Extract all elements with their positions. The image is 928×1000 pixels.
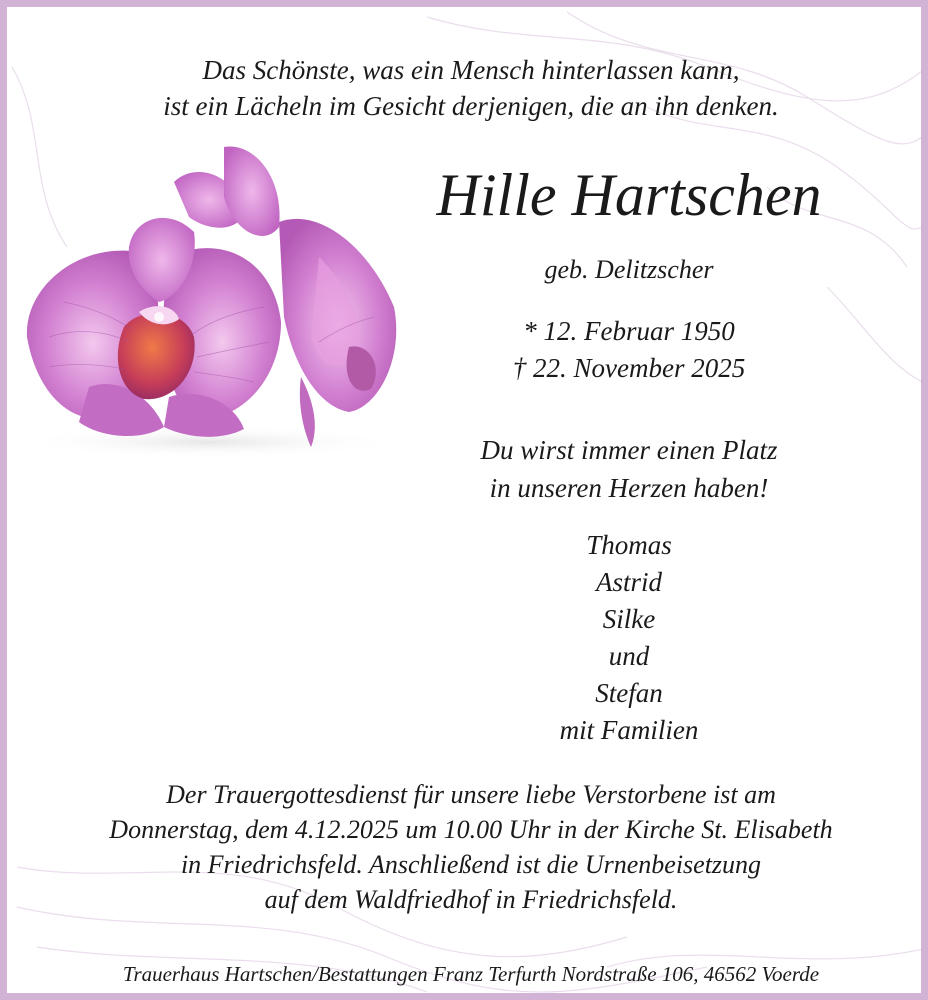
quote-line-1: Das Schönste, was ein Mensch hinterlassen kann, — [202, 55, 740, 85]
motto-line-1: Du wirst immer einen Platz — [480, 435, 778, 465]
memorial-quote — [7, 52, 928, 124]
mourner-conjunction: und — [608, 641, 650, 671]
birth-date: * 12. Februar 1950 — [523, 316, 735, 346]
maiden-name: geb. Delitzscher — [544, 255, 714, 284]
deceased-name: Hille Hartschen — [436, 162, 822, 228]
service-line-3: in Friedrichsfeld. Anschließend ist die Urnenbeisetzung — [180, 850, 762, 879]
life-dates — [379, 313, 879, 387]
motto-line-2: in unseren Herzen haben! — [489, 473, 769, 503]
mourner-name: Thomas — [586, 530, 672, 560]
mourners-list — [379, 527, 879, 749]
mourner-name: Silke — [602, 604, 656, 634]
mourner-name: Astrid — [595, 567, 662, 597]
service-line-2: Donnerstag, dem 4.12.2025 um 10.00 Uhr in der Kirche St. Elisabeth — [109, 815, 833, 844]
death-date: † 22. November 2025 — [512, 353, 746, 383]
orchid-image — [19, 137, 409, 457]
service-announcement — [7, 777, 928, 917]
service-line-1: Der Trauergottesdienst für unsere liebe Verstorbene ist am — [166, 780, 776, 809]
quote-line-2: ist ein Lächeln im Gesicht derjenigen, die an ihn denken. — [163, 91, 779, 121]
service-line-4: auf dem Waldfriedhof in Friedrichsfeld. — [264, 885, 678, 914]
memorial-motto — [379, 431, 879, 507]
mourner-families: mit Familien — [559, 715, 699, 745]
mourner-name: Stefan — [595, 678, 663, 708]
funeral-home-footer: Trauerhaus Hartschen/Bestattungen Franz Terfurth Nordstraße 106, 46562 Voerde — [122, 962, 820, 986]
